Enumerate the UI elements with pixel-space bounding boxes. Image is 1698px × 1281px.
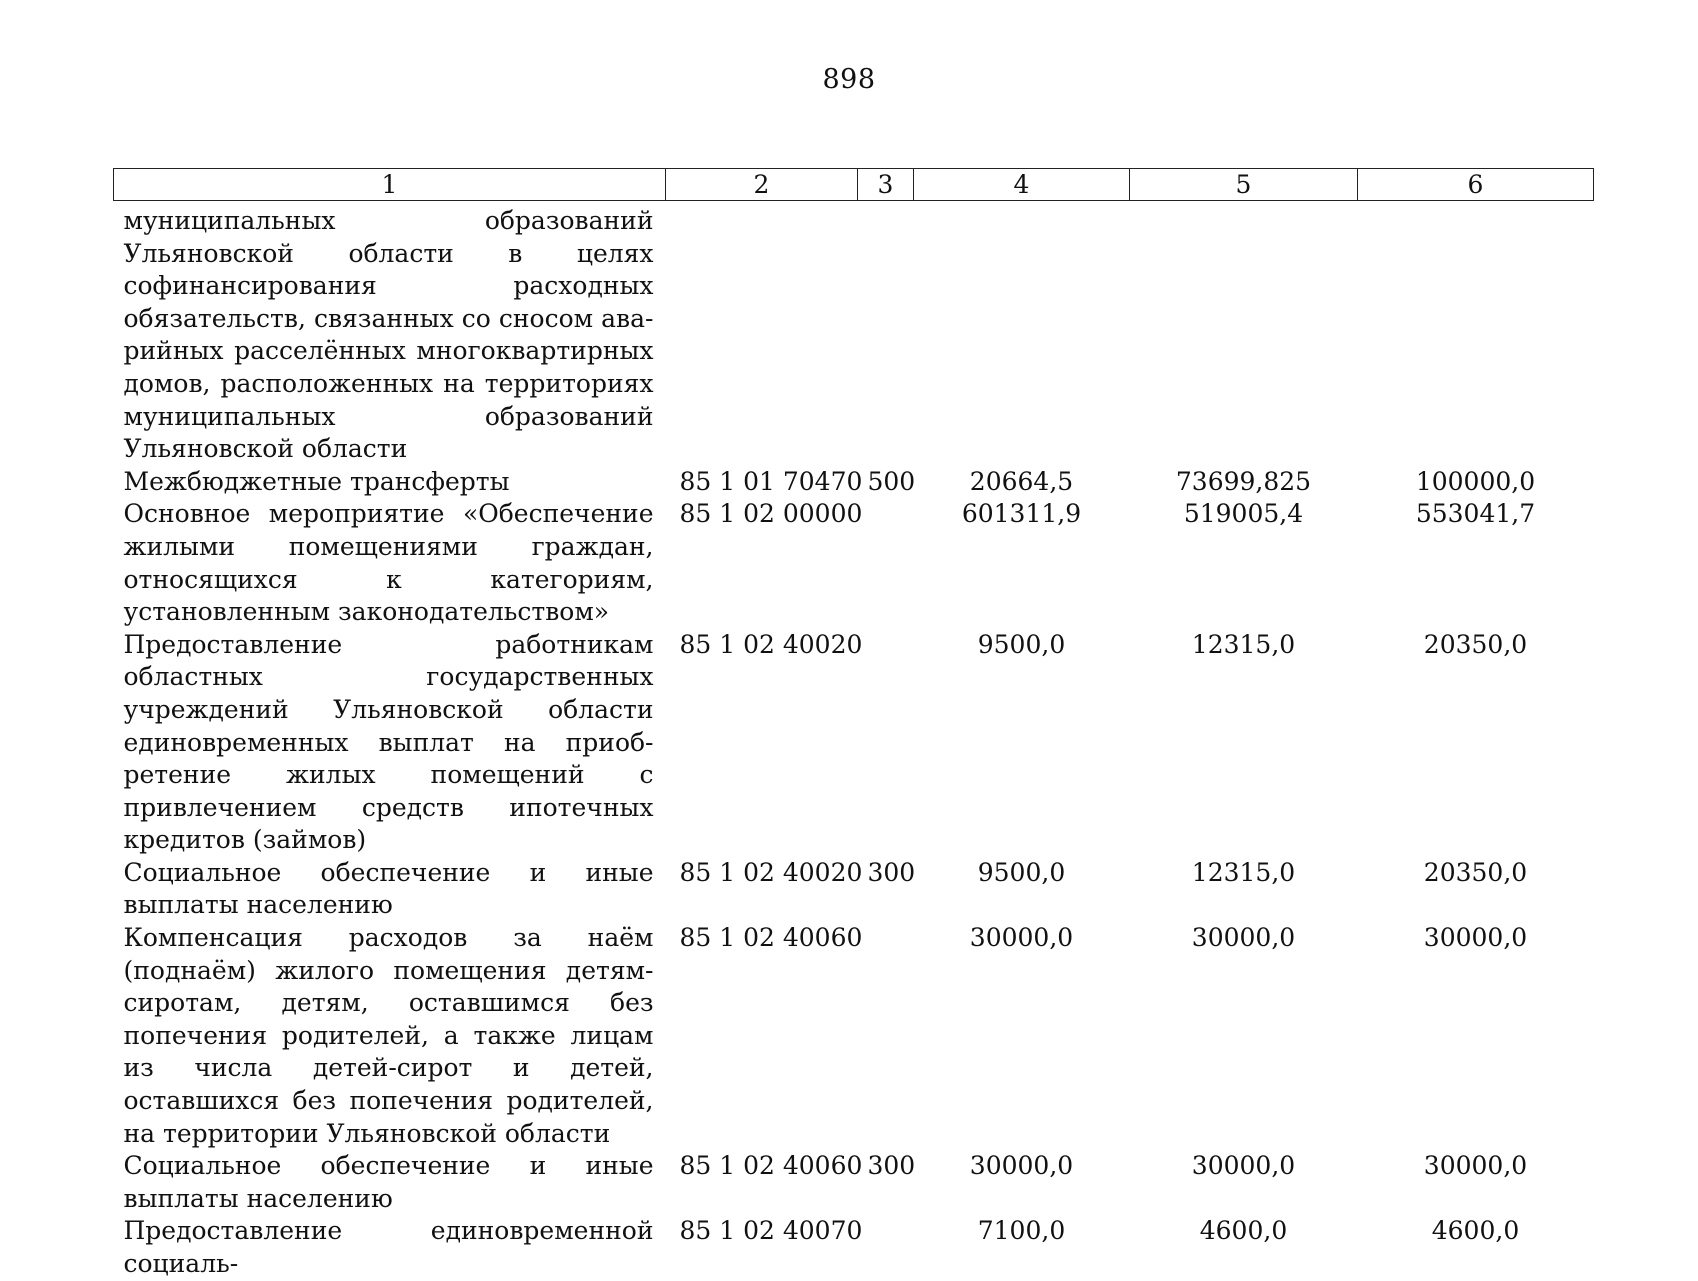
row-value-year3: 30000,0 <box>1423 1151 1528 1181</box>
row-value-year3 <box>1358 201 1594 466</box>
table-row <box>114 498 1594 628</box>
row-expense-type <box>858 201 914 466</box>
row-value-year2: 519005,4 <box>1183 499 1304 529</box>
row-code: 85 1 02 40060 <box>679 1151 863 1181</box>
row-code: 85 1 02 40060 <box>679 923 863 953</box>
row-name: Компенсация расходов за наём (поднаём) жилого помещения детям-сиротам, детям, оставшимся без попечения родителей, а также лицам из числа детей-сирот и детей, оставшихся без попечения родителей, на территории Ульяновской области <box>123 923 654 1148</box>
row-value-year3: 100000,0 <box>1415 466 1536 496</box>
row-expense-type: 300 <box>867 857 916 887</box>
row-name: Предоставление единовременной социаль- <box>123 1216 654 1278</box>
row-name: Основное мероприятие «Обеспечение жилыми помещениями граждан, относящихся к категориям, установленным законодательством» <box>123 499 654 627</box>
table-row <box>114 201 1594 466</box>
column-header-6: 6 <box>1358 169 1594 201</box>
row-expense-type: 300 <box>867 1151 916 1181</box>
row-name: Предоставление работникам областных государственных учреждений Ульяновской области единовременных выплат на приобретение жилых помещений с привлечением средств ипотечных кредитов (займов) <box>123 629 654 855</box>
row-name: муниципальных образований Ульяновской области в целях софинансирования расходных обязательств, связанных со сносом аварийных расселённых многоквартирных домов, расположенных на территориях муниципальных образований Ульяновской области <box>123 206 654 464</box>
row-value-year1: 9500,0 <box>977 857 1066 887</box>
row-value-year3: 20350,0 <box>1423 629 1528 659</box>
column-header-3: 3 <box>858 169 914 201</box>
column-header-5: 5 <box>1130 169 1358 201</box>
row-value-year2 <box>1130 201 1358 466</box>
row-value-year2: 30000,0 <box>1191 923 1296 953</box>
row-code <box>666 201 858 466</box>
row-value-year3: 553041,7 <box>1415 499 1536 529</box>
table-header <box>114 169 1594 201</box>
row-value-year3: 30000,0 <box>1423 923 1528 953</box>
row-expense-type <box>858 629 914 857</box>
row-name: Социальное обеспечение и иные выплаты населению <box>123 1151 654 1213</box>
row-value-year1: 7100,0 <box>977 1216 1066 1246</box>
row-code: 85 1 02 40070 <box>679 1216 863 1246</box>
row-value-year2: 12315,0 <box>1191 857 1296 887</box>
row-expense-type: 500 <box>867 466 916 496</box>
row-value-year1: 20664,5 <box>969 466 1074 496</box>
column-header-2: 2 <box>666 169 858 201</box>
row-value-year1: 9500,0 <box>977 629 1066 659</box>
row-value-year2: 73699,825 <box>1175 466 1312 496</box>
table-row <box>114 857 1594 922</box>
row-value-year1: 30000,0 <box>969 923 1074 953</box>
column-header-4: 4 <box>914 169 1130 201</box>
page-number: 898 <box>822 64 876 95</box>
row-code: 85 1 01 70470 <box>679 466 863 496</box>
row-expense-type <box>858 1215 914 1280</box>
row-value-year2: 4600,0 <box>1199 1216 1288 1246</box>
row-value-year1 <box>914 201 1130 466</box>
table-row <box>114 1150 1594 1215</box>
row-value-year2: 12315,0 <box>1191 629 1296 659</box>
row-code: 85 1 02 00000 <box>679 499 863 529</box>
row-name: Социальное обеспечение и иные выплаты населению <box>123 857 654 920</box>
row-value-year3: 20350,0 <box>1423 857 1528 887</box>
row-value-year1: 601311,9 <box>961 499 1082 529</box>
table-body <box>114 201 1594 1281</box>
row-name: Межбюджетные трансферты <box>123 466 510 496</box>
table-row <box>114 922 1594 1150</box>
table-row <box>114 466 1594 499</box>
row-value-year1: 30000,0 <box>969 1151 1074 1181</box>
row-value-year3: 4600,0 <box>1431 1216 1520 1246</box>
row-expense-type <box>858 498 914 628</box>
header-row <box>114 169 1594 201</box>
table-row <box>114 1215 1594 1280</box>
table-row <box>114 629 1594 857</box>
row-expense-type <box>858 922 914 1150</box>
column-header-1: 1 <box>114 169 666 201</box>
row-code: 85 1 02 40020 <box>679 857 863 887</box>
row-code: 85 1 02 40020 <box>679 629 863 659</box>
budget-table <box>113 168 1594 1281</box>
row-value-year2: 30000,0 <box>1191 1151 1296 1181</box>
